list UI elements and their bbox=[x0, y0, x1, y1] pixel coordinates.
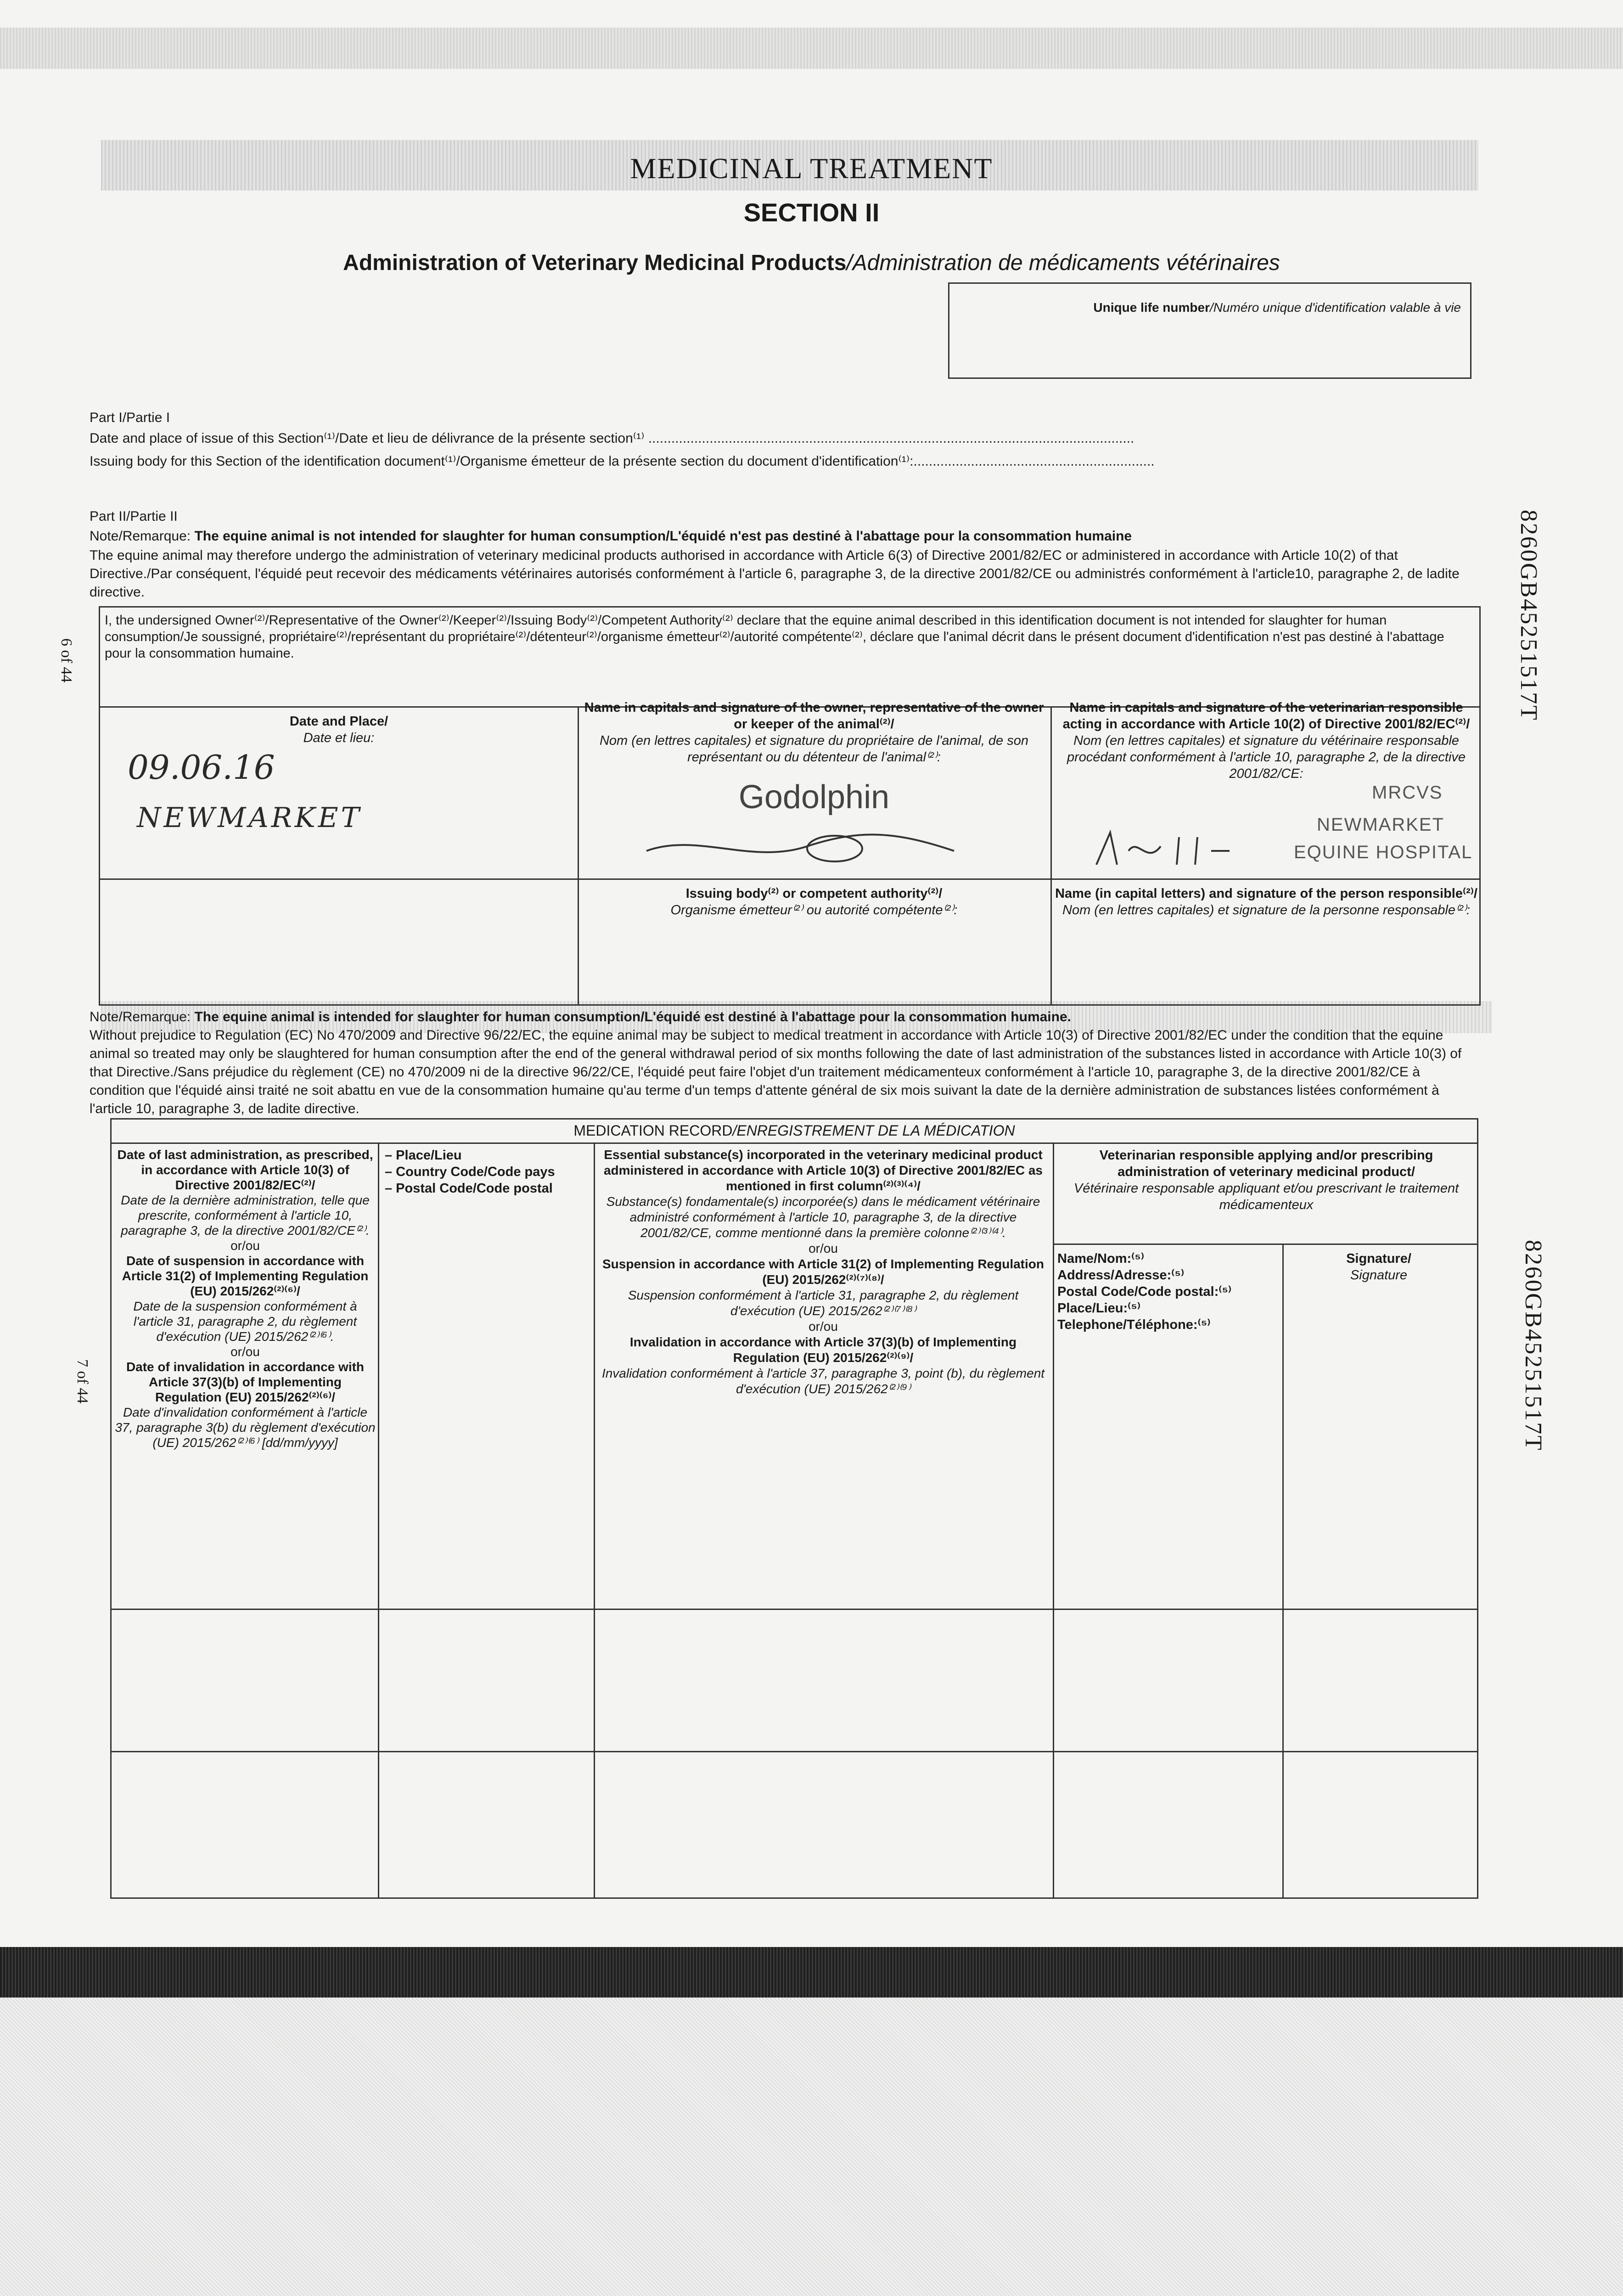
page-number-top: 6 of 44 bbox=[58, 638, 75, 683]
owner-signature-en: Name in capitals and signature of the owner, representative of the owner or keeper of the animal⁽²⁾/ bbox=[584, 700, 1044, 732]
vet-signature-en: Name in capitals and signature of the veterinarian responsible acting in accordance with Article 10(2) of Directive 2001/82/EC⁽²⁾/ bbox=[1062, 700, 1470, 732]
c4-name: Name/Nom:⁽⁵⁾ bbox=[1057, 1251, 1145, 1266]
responsible-person-fr: Nom (en lettres capitales) et signature de la personne responsable⁽²⁾: bbox=[1062, 903, 1470, 917]
c3-substance-fr: Substance(s) fondamentale(s) incorporée(s) dans le médicament vétérinaire administré conformément à l'article 10, paragraphe 3, de la directive 2001/82/CE, comme mentionné dans la première colonne⁽²⁾⁽³⁾⁽⁴⁾. bbox=[606, 1194, 1040, 1240]
part1-issuing-body-line: Issuing body for this Section of the identification document⁽¹⁾/Organisme émetteur de la présente section du document d'identification⁽¹⁾:............................................................... bbox=[90, 454, 1155, 469]
c4-vet-en: Veterinarian responsible applying and/or prescribing administration of veterinary medicinal product/ bbox=[1099, 1148, 1433, 1179]
essential-substance-header bbox=[598, 1147, 1048, 1397]
part2-note-label: Note/Remarque: bbox=[90, 529, 191, 544]
c1-last-admin-en: Date of last administration, as prescribed, in accordance with Article 10(3) of Directive 2001/82/EC⁽²⁾/ bbox=[117, 1148, 373, 1192]
c2-postal: – Postal Code/Code postal bbox=[385, 1181, 553, 1196]
signature-header bbox=[1287, 1250, 1471, 1283]
c1-invalidation-en: Date of invalidation in accordance with Article 37(3)(b) of Implementing Regulation (EU) 2015/262⁽²⁾⁽⁶⁾/ bbox=[126, 1360, 365, 1404]
c4-address: Address/Adresse:⁽⁵⁾ bbox=[1057, 1268, 1185, 1283]
margin-id-bottom: 8260GB45251517T bbox=[1520, 1240, 1546, 1452]
place-country-postal-header bbox=[385, 1147, 591, 1197]
scan-artifact-dither bbox=[0, 1998, 1623, 2296]
responsible-person-en: Name (in capital letters) and signature of the person responsible⁽²⁾/ bbox=[1055, 886, 1477, 901]
part1-heading: Part I/Partie I bbox=[90, 410, 170, 425]
vet-signature-header bbox=[1055, 699, 1477, 782]
c1-or-2: or/ou bbox=[230, 1345, 260, 1359]
date-place-en: Date and Place/ bbox=[289, 714, 388, 729]
c4-postal: Postal Code/Code postal:⁽⁵⁾ bbox=[1057, 1284, 1232, 1299]
responsible-person-header bbox=[1055, 885, 1477, 918]
handwritten-date: 09.06.16 bbox=[128, 748, 275, 787]
medication-record-table bbox=[110, 1118, 1478, 1899]
owner-signature-fr: Nom (en lettres capitales) et signature du propriétaire de l'animal, de son représentant ou du détenteur de l'animal⁽²⁾: bbox=[599, 733, 1029, 765]
c5-signature-fr: Signature bbox=[1350, 1268, 1408, 1283]
c5-signature-en: Signature/ bbox=[1346, 1251, 1411, 1266]
vet-signature-fr: Nom (en lettres capitales) et signature du vétérinaire responsable procédant conformément à l'article 10, paragraphe 2, de la directive 2001/82/CE: bbox=[1067, 733, 1466, 781]
declaration-text: I, the undersigned Owner⁽²⁾/Representative of the Owner⁽²⁾/Keeper⁽²⁾/Issuing Body⁽²⁾/Competent Authority⁽²⁾ declare that the equine animal described in this identification document is not intended for slaughter for human consumption/Je soussigné, propriétaire⁽²⁾/représentant du propriétaire⁽²⁾/détenteur⁽²⁾/organisme émetteur⁽²⁾/autorité compétente⁽²⁾, déclare que l'animal décrit dans le présent document d'identification n'est pas destiné à l'abattage pour la consommation humaine. bbox=[105, 613, 1444, 661]
veterinarian-header bbox=[1057, 1147, 1475, 1213]
c1-last-admin-fr: Date de la dernière administration, telle que prescrite, conformément à l'article 10, paragraphe 3, de la directive 2001/82/CE⁽²⁾. bbox=[121, 1193, 370, 1238]
scan-artifact-top bbox=[0, 28, 1623, 69]
part3-note bbox=[90, 1008, 1476, 1026]
c2-country: – Country Code/Code pays bbox=[385, 1165, 555, 1179]
issuing-body-header bbox=[582, 885, 1046, 918]
part3-note-label: Note/Remarque: bbox=[90, 1009, 191, 1024]
date-place-header bbox=[105, 713, 573, 746]
section-heading: SECTION II bbox=[743, 198, 880, 227]
uln-label-en: Unique life number bbox=[1093, 300, 1210, 315]
part1-date-place-line: Date and place of issue of this Section⁽¹⁾/Date et lieu de délivrance de la présente section⁽¹⁾ ............................................................................................................................... bbox=[90, 431, 1134, 446]
vet-stamp-hospital: EQUINE HOSPITAL bbox=[1294, 842, 1473, 862]
part3-note-bold: The equine animal is intended for slaughter for human consumption/L'équidé est destiné à l'abattage pour la consommation humaine. bbox=[194, 1009, 1071, 1024]
vet-stamp-newmarket: NEWMARKET bbox=[1317, 815, 1444, 835]
c3-invalidation-fr: Invalidation conformément à l'article 37, paragraphe 3, point (b), du règlement d'exécution (UE) 2015/262⁽²⁾⁽⁹⁾ bbox=[601, 1366, 1045, 1396]
owner-signature-header bbox=[582, 699, 1046, 765]
owner-declaration-table bbox=[99, 606, 1481, 1006]
uln-label-fr: /Numéro unique d'identification valable à vie bbox=[1209, 300, 1461, 315]
part2-note-body: The equine animal may therefore undergo the administration of veterinary medicinal products authorised in accordance with Article 6(3) of Directive 2001/82/EC or administered in accordance with Article 10(2) of that Directive./Par conséquent, l'équidé peut recevoir des médicaments vétérinaires autorisés conformément à l'article 6, paragraphe 3, de la directive 2001/82/CE ou administrés conformément à l'article10, paragraphe 2, de ladite directive. bbox=[90, 548, 1460, 600]
page-number-bottom: 7 of 44 bbox=[74, 1359, 91, 1404]
c4-place: Place/Lieu:⁽⁵⁾ bbox=[1057, 1301, 1140, 1316]
part3-note-body: Without prejudice to Regulation (EC) No 470/2009 and Directive 96/22/EC, the equine animal may be subject to medical treatment in accordance with Article 10(3) of Directive 2001/82/EC under the condition that the equine animal so treated may only be slaughtered for human consumption after the end of the general withdrawal period of six months following the date of last administration of the substances listed in accordance with Article 10(3) of that Directive./Sans préjudice du règlement (CE) no 470/2009 ni de la directive 96/22/CE, l'équidé peut faire l'objet d'un traitement médicamenteux conformément à l'article 10, paragraphe 3, de la directive 2001/82/CE à condition que l'équidé ainsi traité ne soit abattu en vue de la consommation humaine qu'au terme d'un temps d'attente général de six mois suivant la date de la dernière administration de substances listées conformément à l'article 10, paragraphe 3, de ladite directive. bbox=[90, 1028, 1462, 1116]
record-title-fr: /ENREGISTREMENT DE LA MÉDICATION bbox=[732, 1122, 1015, 1139]
veterinarian-details bbox=[1057, 1250, 1278, 1333]
part2-note bbox=[90, 527, 1476, 546]
last-administration-header bbox=[114, 1147, 376, 1450]
unique-life-number-box[interactable] bbox=[948, 282, 1471, 379]
c2-place: – Place/Lieu bbox=[385, 1148, 462, 1163]
handwritten-place: NEWMARKET bbox=[137, 802, 362, 834]
c1-suspension-fr: Date de la suspension conformément à l'article 31, paragraphe 2, du règlement d'exécution (UE) 2015/262⁽²⁾⁽⁶⁾. bbox=[133, 1299, 357, 1344]
c4-vet-fr: Vétérinaire responsable appliquant et/ou prescrivant le traitement médicamenteux bbox=[1073, 1181, 1459, 1212]
vet-stamp-mrcvs: MRCVS bbox=[1372, 782, 1443, 803]
document-title: MEDICINAL TREATMENT bbox=[630, 152, 993, 185]
c3-or-1: or/ou bbox=[809, 1241, 838, 1255]
c1-or-1: or/ou bbox=[230, 1238, 260, 1253]
issuing-body-en: Issuing body⁽²⁾ or competent authority⁽²⁾/ bbox=[685, 886, 943, 901]
c1-suspension-en: Date of suspension in accordance with Article 31(2) of Implementing Regulation (EU) 2015/262⁽²⁾⁽⁶⁾/ bbox=[122, 1254, 369, 1298]
issuing-body-fr: Organisme émetteur⁽²⁾ ou autorité compétente⁽²⁾: bbox=[670, 903, 958, 917]
subtitle-en: Administration of Veterinary Medicinal Products bbox=[343, 251, 847, 275]
c3-or-2: or/ou bbox=[809, 1319, 838, 1334]
record-title-en: MEDICATION RECORD bbox=[573, 1122, 733, 1139]
section-subtitle bbox=[0, 250, 1623, 276]
margin-id-top: 8260GB45251517T bbox=[1516, 510, 1542, 721]
c3-substance-en: Essential substance(s) incorporated in the veterinary medicinal product administered in accordance with Article 10(3) of Directive 2001/82/EC as mentioned in first column⁽²⁾⁽³⁾⁽⁴⁾/ bbox=[603, 1148, 1043, 1193]
subtitle-fr: /Administration de médicaments vétérinaires bbox=[846, 251, 1280, 275]
c1-invalidation-fr: Date d'invalidation conformément à l'article 37, paragraphe 3(b) du règlement d'exécution (UE) 2015/262⁽²⁾⁽⁶⁾ [dd/mm/yyyy] bbox=[115, 1405, 376, 1450]
owner-signature-scribble bbox=[642, 823, 963, 869]
medication-record-title bbox=[112, 1122, 1477, 1139]
date-place-fr: Date et lieu: bbox=[303, 731, 375, 745]
c3-invalidation-en: Invalidation in accordance with Article 37(3)(b) of Implementing Regulation (EU) 2015/262⁽²⁾⁽⁹⁾/ bbox=[629, 1335, 1017, 1365]
c3-suspension-en: Suspension in accordance with Article 31(2) of Implementing Regulation (EU) 2015/262⁽²⁾⁽⁷⁾⁽⁸⁾/ bbox=[602, 1257, 1044, 1287]
scan-artifact-bottom-bar bbox=[0, 1947, 1623, 1998]
owner-stamp-godolphin: Godolphin bbox=[738, 779, 890, 816]
vet-signature-scribble bbox=[1092, 823, 1257, 874]
part2-note-bold: The equine animal is not intended for slaughter for human consumption/L'équidé n'est pas destiné à l'abattage pour la consommation humaine bbox=[194, 529, 1132, 544]
part2-heading: Part II/Partie II bbox=[90, 509, 178, 524]
c4-phone: Telephone/Téléphone:⁽⁵⁾ bbox=[1057, 1317, 1211, 1332]
c3-suspension-fr: Suspension conformément à l'article 31, paragraphe 2, du règlement d'exécution (UE) 2015/262⁽²⁾⁽⁷⁾⁽⁸⁾ bbox=[628, 1288, 1019, 1318]
